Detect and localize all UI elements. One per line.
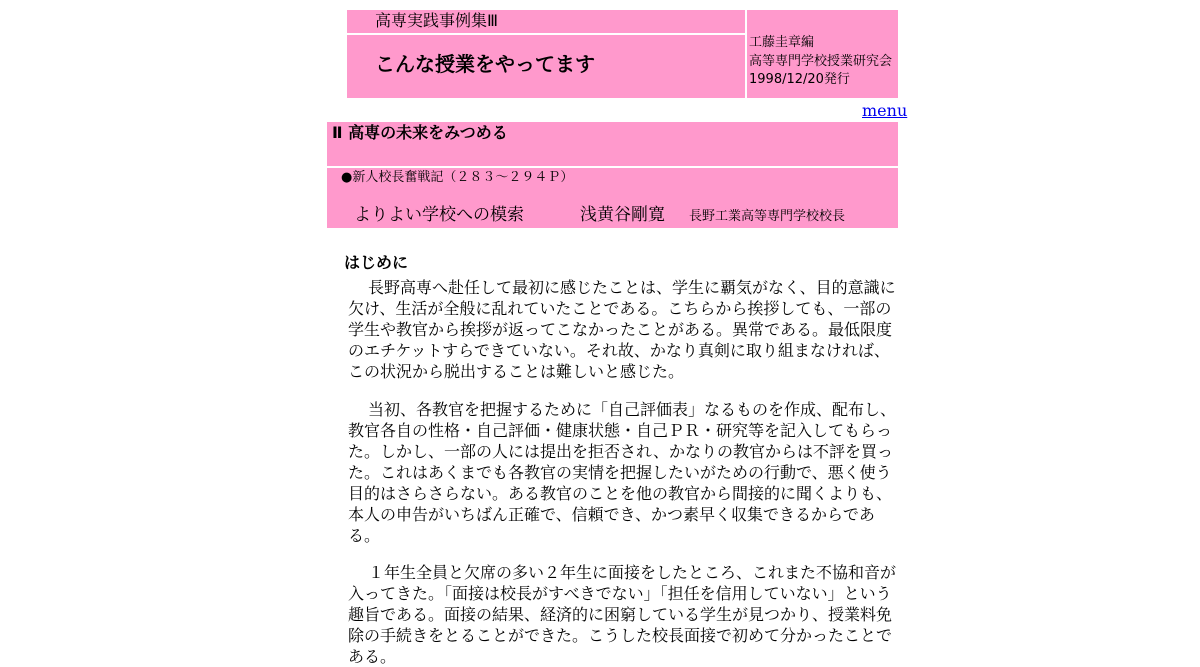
publisher: 高等専門学校授業研究会 [749,54,893,69]
menu-link[interactable]: menu [862,101,908,120]
intro-heading: はじめに [344,253,409,272]
publish-date: 1998/12/20発行 [749,72,850,87]
paragraph-2: 当初、各教官を把握するために「自己評価表」なるものを作成、配布し、教官各自の性格・自己評価・健康状態・自己ＰＲ・研究等を記入してもらった。しかし、一部の人には提出を拒否され、かなりの教官からは不評を買った。これはあくまでも各教官の実情を把握したいがための行動で、悪く使う目的はさらさらない。ある教官のことを他の教官から間接的に聞くよりも、本人の申告がいちばん正確で、信頼でき、かつ素早く収集できるからである。 [348,400,897,545]
paragraph-3: １年生全員と欠席の多い２年生に面接をしたところ、これまた不協和音が入ってきた。「面接は校長がすべきでない」「担任を信用していない」という趣旨である。面接の結果、経済的に困窮している学生が見つかり、授業料免除の手続きをとることができた。こうした校長面接で初めて分かったことである。 [348,563,897,666]
series-title: 高専実践事例集Ⅲ [375,11,499,30]
section-heading: Ⅱ 高専の未来をみつめる [332,123,508,142]
book-title: こんな授業をやってます [375,52,595,76]
article-author: 浅黄谷剛寛 [580,205,665,225]
article-subtitle: ●新人校長奮戦記（２８３～２９４Ｐ） [341,170,574,185]
book-header [346,9,899,99]
paragraph-1: 長野高専へ赴任して最初に感じたことは、学生に覇気がなく、目的意識に欠け、生活が全般に乱れていたことである。こちらから挨拶しても、一部の学生や教官から挨拶が返ってこなかったことがある。異常である。最低限度のエチケットすらできていない。それ故、かなり真剣に取り組まなければ、この状況から脱出することは難しいと感じた。 [348,278,896,381]
author-affiliation: 長野工業高等専門学校校長 [689,209,846,224]
section-banner [327,122,898,166]
title-cell [347,35,745,98]
article-banner [327,168,898,228]
editor: 工藤圭章編 [749,35,815,50]
article-title: よりよい学校への模索 [354,205,524,225]
publication-info [747,10,898,98]
series-cell [347,10,745,33]
